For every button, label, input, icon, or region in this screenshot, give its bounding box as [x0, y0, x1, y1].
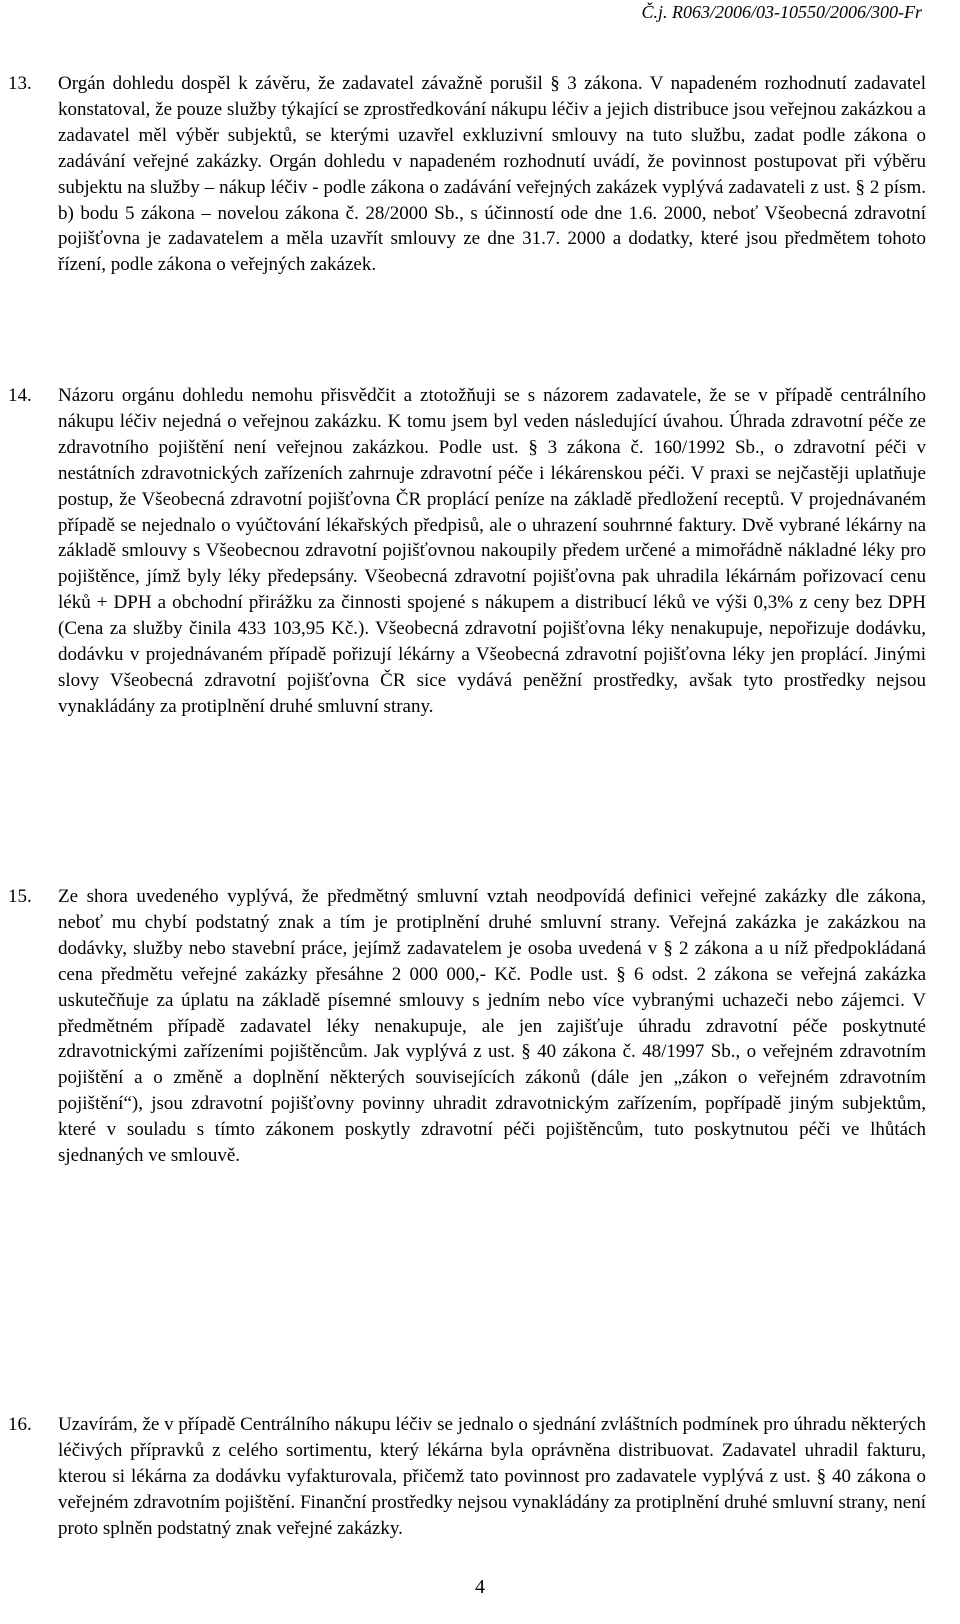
paragraph-text: Orgán dohledu dospěl k závěru, že zadavatel závažně porušil § 3 zákona. V napadeném rozhodnutí zadavatel konstatoval, že pouze služby týkající se zprostředkování nákupu léčiv a jejich distribuce jsou veřejnou zakázkou a zadavatel měl výběr subjektů, se kterými uzavřel exkluzivní smlouvy na tuto službu, zadat podle zákona o zadávání veřejné zakázky. Orgán dohledu v napadeném rozhodnutí uvádí, že povinnost postupovat při výběru subjektu na služby – nákup léčiv - podle zákona o zadávání veřejných zakázek vyplývá zadavateli z ust. § 2 písm. b) bodu 5 zákona – novelou zákona č. 28/2000 Sb., s účinností ode dne 1.6. 2000, neboť Všeobecná zdravotní pojišťovna je zadavatelem a měla uzavřít smlouvy ze dne 31.7. 2000 a dodatky, které jsou předmětem tohoto řízení, podle zákona o veřejných zakázek. — [58, 73, 926, 276]
paragraph-number: 16. — [8, 1414, 32, 1435]
paragraph-text: Ze shora uvedeného vyplývá, že předmětný smluvní vztah neodpovídá definici veřejné zakázky dle zákona, neboť mu chybí podstatný znak a tím je protiplnění druhé smluvní strany. Veřejná zakázka je zakázkou na dodávky, služby nebo stavební práce, jejímž zadavatelem je osoba uvedená v § 2 zákona a u níž předpokládaná cena předmětu veřejné zakázky přesáhne 2 000 000,- Kč. Podle ust. § 6 odst. 2 zákona se veřejná zakázka uskutečňuje za úplatu na základě písemné smlouvy s jedním nebo více vybranými uchazeči nebo zájemci. V předmětném případě zadavatel léky nenakupuje, ale jen zajišťuje úhradu zdravotní péče poskytnuté zdravotnickými zařízeními pojištěncům. Jak vyplývá z ust. § 40 zákona č. 48/1997 Sb., o veřejném zdravotním pojištění a o změně a doplnění některých souvisejících zákonů (dále jen „zákon o veřejném zdravotním pojištění“), jsou zdravotní pojišťovny povinny uhradit zdravotnickým zařízením, popřípadě jiným subjektům, které v souladu s tímto zákonem poskytly zdravotní péči pojištěncům, tuto poskytnutou péči ve lhůtách sjednaných ve smlouvě. — [58, 886, 926, 1167]
paragraph-number: 15. — [8, 886, 32, 907]
page-number: 4 — [475, 1576, 485, 1598]
reference-number: Č.j. R063/2006/03-10550/2006/300-Fr — [641, 2, 922, 22]
paragraph-number: 13. — [8, 73, 32, 94]
paragraph-text: Uzavírám, že v případě Centrálního nákupu léčiv se jednalo o sjednání zvláštních podmínek pro úhradu některých léčivých přípravků z celého sortimentu, který lékárna byla oprávněna distribuovat. Zadavatel uhradil fakturu, kterou si lékárna za dodávku vyfakturovala, přičemž tato povinnost pro zadavatele vyplývá z ust. § 40 zákona o veřejném zdravotním pojištění. Finanční prostředky nejsou vynakládány za protiplnění druhé smluvní strany, není proto splněn podstatný znak veřejné zakázky. — [58, 1414, 926, 1539]
paragraph-text: Názoru orgánu dohledu nemohu přisvědčit a ztotožňuji se s názorem zadavatele, že se v případě centrálního nákupu léčiv nejedná o veřejnou zakázku. K tomu jsem byl veden následující úvahou. Úhrada zdravotní péče ze zdravotního pojištění není veřejnou zakázkou. Podle ust. § 3 zákona č. 160/1992 Sb., o zdravotní péči v nestátních zdravotnických zařízeních zahrnuje zdravotní péče i lékárenskou péči. V praxi se nejčastěji uplatňuje postup, že Všeobecná zdravotní pojišťovna ČR proplácí peníze na základě předložení receptů. V projednávaném případě se nejednalo o vyúčtování lékařských předpisů, ale o uhrazení souhrnné faktury. Dvě vybrané lékárny na základě smlouvy s Všeobecnou zdravotní pojišťovnou nakoupily předem určené a mimořádně nákladné léky pro pojištěnce, jímž byly léky předepsány. Všeobecná zdravotní pojišťovna pak uhradila lékárnám pořizovací cenu léků + DPH a obchodní přirážku za činnosti spojené s nákupem a distribucí léků ve výši 0,3% z ceny bez DPH (Cena za služby činila 433 103,95 Kč.). Všeobecná zdravotní pojišťovna léky nenakupuje, nepořizuje dodávku, dodávku v projednávaném případě pořizují lékárny a Všeobecná zdravotní pojišťovna léky jen proplácí. Jinými slovy Všeobecná zdravotní pojišťovna ČR sice vydává peněžní prostředky, avšak tyto prostředky nejsou vynakládány za protiplnění druhé smluvní strany. — [58, 385, 926, 717]
paragraph-number: 14. — [8, 385, 32, 406]
